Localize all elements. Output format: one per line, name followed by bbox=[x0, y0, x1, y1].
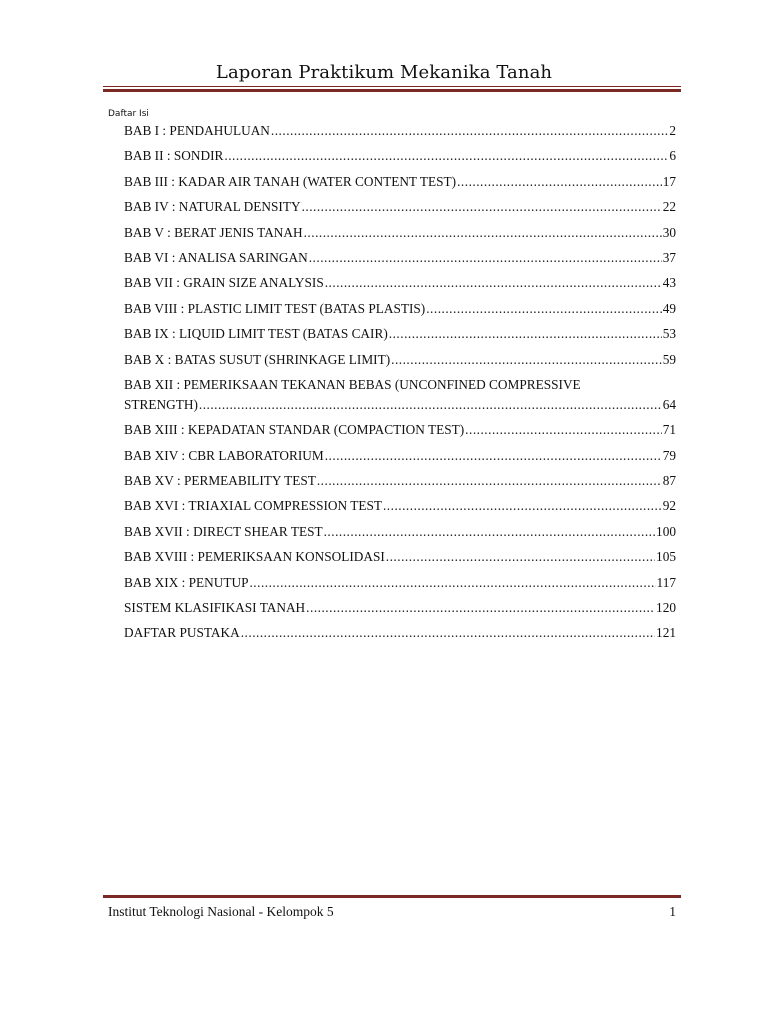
toc-entry-label: BAB XIII : KEPADATAN STANDAR (COMPACTION TEST) bbox=[124, 422, 465, 438]
toc-dot-leader bbox=[302, 197, 662, 217]
toc-entry-page: 17 bbox=[662, 173, 676, 189]
toc-entry-page: 87 bbox=[662, 473, 676, 489]
toc-dot-leader bbox=[199, 395, 662, 415]
toc-dot-leader bbox=[386, 547, 655, 567]
toc-entry[interactable] bbox=[124, 496, 676, 521]
toc-dot-leader bbox=[271, 121, 668, 141]
toc-dot-leader bbox=[324, 522, 655, 542]
toc-entry-label: BAB VII : GRAIN SIZE ANALYSIS bbox=[124, 275, 324, 291]
toc-entry-label: BAB X : BATAS SUSUT (SHRINKAGE LIMIT) bbox=[124, 351, 391, 367]
toc-dot-leader bbox=[241, 623, 655, 643]
header-rule-thin bbox=[103, 86, 681, 87]
toc-dot-leader bbox=[389, 324, 662, 344]
toc-entry[interactable] bbox=[124, 547, 676, 572]
toc-entry[interactable] bbox=[124, 446, 676, 471]
toc-heading: Daftar Isi bbox=[108, 109, 149, 119]
toc-entry[interactable] bbox=[124, 146, 676, 171]
toc-entry-label: BAB IV : NATURAL DENSITY bbox=[124, 199, 301, 215]
header-rule-thick bbox=[103, 89, 681, 92]
toc-entry-label: BAB XV : PERMEABILITY TEST bbox=[124, 473, 316, 489]
toc-entry-page: 30 bbox=[662, 224, 676, 240]
toc-dot-leader bbox=[426, 299, 661, 319]
toc-entry-label: BAB XVI : TRIAXIAL COMPRESSION TEST bbox=[124, 498, 382, 514]
toc-dot-leader bbox=[249, 573, 655, 593]
toc-entry-label: SISTEM KLASIFIKASI TANAH bbox=[124, 600, 306, 616]
toc-dot-leader bbox=[457, 172, 662, 192]
toc-entry-label: BAB VIII : PLASTIC LIMIT TEST (BATAS PLASTIS) bbox=[124, 300, 426, 316]
toc-entry-page: 71 bbox=[662, 422, 676, 438]
toc-entry-page: 49 bbox=[662, 300, 676, 316]
toc-entry[interactable] bbox=[124, 197, 676, 222]
toc-entry-label: BAB XIX : PENUTUP bbox=[124, 574, 249, 590]
toc-entry[interactable] bbox=[124, 273, 676, 298]
toc-entry-label: BAB III : KADAR AIR TANAH (WATER CONTENT TEST) bbox=[124, 173, 457, 189]
toc-dot-leader bbox=[383, 496, 662, 516]
toc-entry[interactable] bbox=[124, 623, 676, 648]
toc-entry-page: 92 bbox=[662, 498, 676, 514]
page-header-title: Laporan Praktikum Mekanika Tanah bbox=[215, 62, 553, 83]
toc-entry-label: BAB I : PENDAHULUAN bbox=[124, 123, 270, 138]
footer-page-number: 1 bbox=[669, 904, 676, 919]
toc-entry-page: 2 bbox=[669, 123, 676, 138]
toc-entry-label: BAB VI : ANALISA SARINGAN bbox=[124, 249, 308, 265]
toc-entry-label: STRENGTH) bbox=[124, 396, 198, 412]
toc-entry[interactable] bbox=[124, 471, 676, 496]
footer-rule bbox=[103, 895, 681, 898]
toc-entry-page: 117 bbox=[656, 574, 676, 590]
toc-entry[interactable] bbox=[124, 573, 676, 598]
toc-entry-label: BAB IX : LIQUID LIMIT TEST (BATAS CAIR) bbox=[124, 326, 388, 342]
toc-dot-leader bbox=[391, 350, 662, 370]
toc-dot-leader bbox=[317, 471, 662, 491]
toc-entry-page: 37 bbox=[662, 249, 676, 265]
toc-entry[interactable] bbox=[124, 522, 676, 547]
toc-entry[interactable] bbox=[124, 121, 676, 146]
toc-entry-label: BAB XIV : CBR LABORATORIUM bbox=[124, 447, 324, 463]
toc-entry-page: 43 bbox=[662, 275, 676, 291]
toc-entry[interactable] bbox=[124, 395, 676, 420]
toc-entry-label: BAB XII : PEMERIKSAAN TEKANAN BEBAS (UNCONFINED COMPRESSIVE bbox=[124, 376, 581, 392]
toc-entry-label: DAFTAR PUSTAKA bbox=[124, 625, 240, 641]
toc-entry[interactable] bbox=[124, 420, 676, 445]
toc-entry[interactable] bbox=[124, 299, 676, 324]
toc-entry[interactable] bbox=[124, 350, 676, 375]
toc-entry-page: 100 bbox=[656, 523, 676, 539]
toc-dot-leader bbox=[325, 446, 662, 466]
toc-entry[interactable] bbox=[124, 324, 676, 349]
toc-entry-line[interactable] bbox=[124, 375, 676, 395]
toc-entry-page: 79 bbox=[662, 447, 676, 463]
toc-dot-leader bbox=[309, 248, 662, 268]
toc-entry[interactable] bbox=[124, 598, 676, 623]
table-of-contents bbox=[124, 121, 676, 649]
toc-entry-page: 120 bbox=[656, 600, 676, 616]
toc-entry-page: 64 bbox=[662, 396, 676, 412]
toc-dot-leader bbox=[224, 146, 668, 166]
footer-institution: Institut Teknologi Nasional - Kelompok 5 bbox=[108, 904, 334, 919]
toc-entry[interactable] bbox=[124, 172, 676, 197]
toc-dot-leader bbox=[325, 273, 662, 293]
toc-entry[interactable] bbox=[124, 248, 676, 273]
toc-dot-leader bbox=[465, 420, 662, 440]
toc-entry-page: 53 bbox=[662, 326, 676, 342]
toc-dot-leader bbox=[306, 598, 655, 618]
toc-entry-page: 59 bbox=[662, 351, 676, 367]
toc-entry-label: BAB V : BERAT JENIS TANAH bbox=[124, 224, 303, 240]
toc-entry-page: 22 bbox=[662, 199, 676, 215]
toc-entry-page: 6 bbox=[669, 148, 676, 164]
toc-entry-label: BAB XVII : DIRECT SHEAR TEST bbox=[124, 523, 323, 539]
toc-entry-page: 105 bbox=[656, 549, 676, 565]
toc-entry-label: BAB II : SONDIR bbox=[124, 148, 224, 164]
toc-entry[interactable] bbox=[124, 223, 676, 248]
toc-entry-page: 121 bbox=[656, 625, 676, 641]
toc-entry-label: BAB XVIII : PEMERIKSAAN KONSOLIDASI bbox=[124, 549, 385, 565]
toc-dot-leader bbox=[304, 223, 662, 243]
